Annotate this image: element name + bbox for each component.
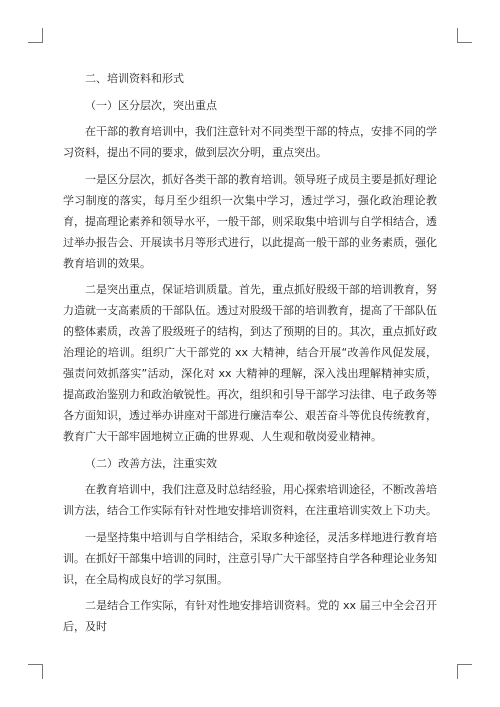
body-paragraph: 二是突出重点，保证培训质量。首先，重点抓好股级干部的培训教育，努力造就一支高素质的干部队伍。透过对股级干部的培训教育，提高了干部队伍的整体素质，改善了股级班子的结构，到达了预期的目的。其次，重点抓好政治理论的培训。组织广大干部党的 xx 大精神，结合开展“改善作风促发展，强责问效抓落实”活动，深化对 xx 大精神的理解，深入浅出理解精神实质，提高政治鉴别力和政治敏锐性。再次，组织和引导干部学习法律、电子政务等各方面知识，透过举办讲座对干部进行廉洁奉公、艰苦奋斗等优良传统教育，教育广大干部牢固地树立正确的世界观、人生观和敬岗爱业精神。 [63,283,437,443]
body-paragraph: 一是坚持集中培训与自学相结合，采取多种途径，灵活多样地进行教育培训。在抓好干部集中培训的同时，注意引导广大干部坚持自学各种理论业务知识，在全局构成良好的学习氛围。 [63,530,437,586]
section-heading: 二、培训资料和形式 [85,72,184,85]
body-paragraph: 在干部的教育培训中，我们注意针对不同类型干部的特点，安排不同的学习资料，提出不同的要求，做到层次分明，重点突出。 [63,125,437,159]
body-paragraph: 一是区分层次，抓好各类干部的教育培训。领导班子成员主要是抓好理论学习制度的落实，每月至少组织一次集中学习，透过学习，强化政治理论教育，提高理论素养和领导水平，一般干部，则采取集中培训与自学相结合，透过举办报告会、开展读书月等形式进行，以此提高一般干部的业务素质，强化教育培训的效果。 [63,172,437,270]
crop-mark-bottom-left [28,664,43,679]
body-paragraph: 在教育培训中，我们注意及时总结经验，用心探索培训途径，不断改善培训方法，结合工作实际有针对性地安排培训资料，在注重培训实效上下功夫。 [63,483,437,517]
body-paragraph: 二是结合工作实际，有针对性地安排培训资料。党的 xx 届三中全会召开后，及时 [63,599,437,633]
document-body [63,68,437,643]
crop-mark-top-left [28,28,43,43]
subsection-heading: （二）改善方法，注重实效 [85,456,217,470]
subsection-heading: （一）区分层次，突出重点 [85,98,217,112]
crop-mark-top-right [457,28,472,43]
crop-mark-bottom-right [457,664,472,679]
